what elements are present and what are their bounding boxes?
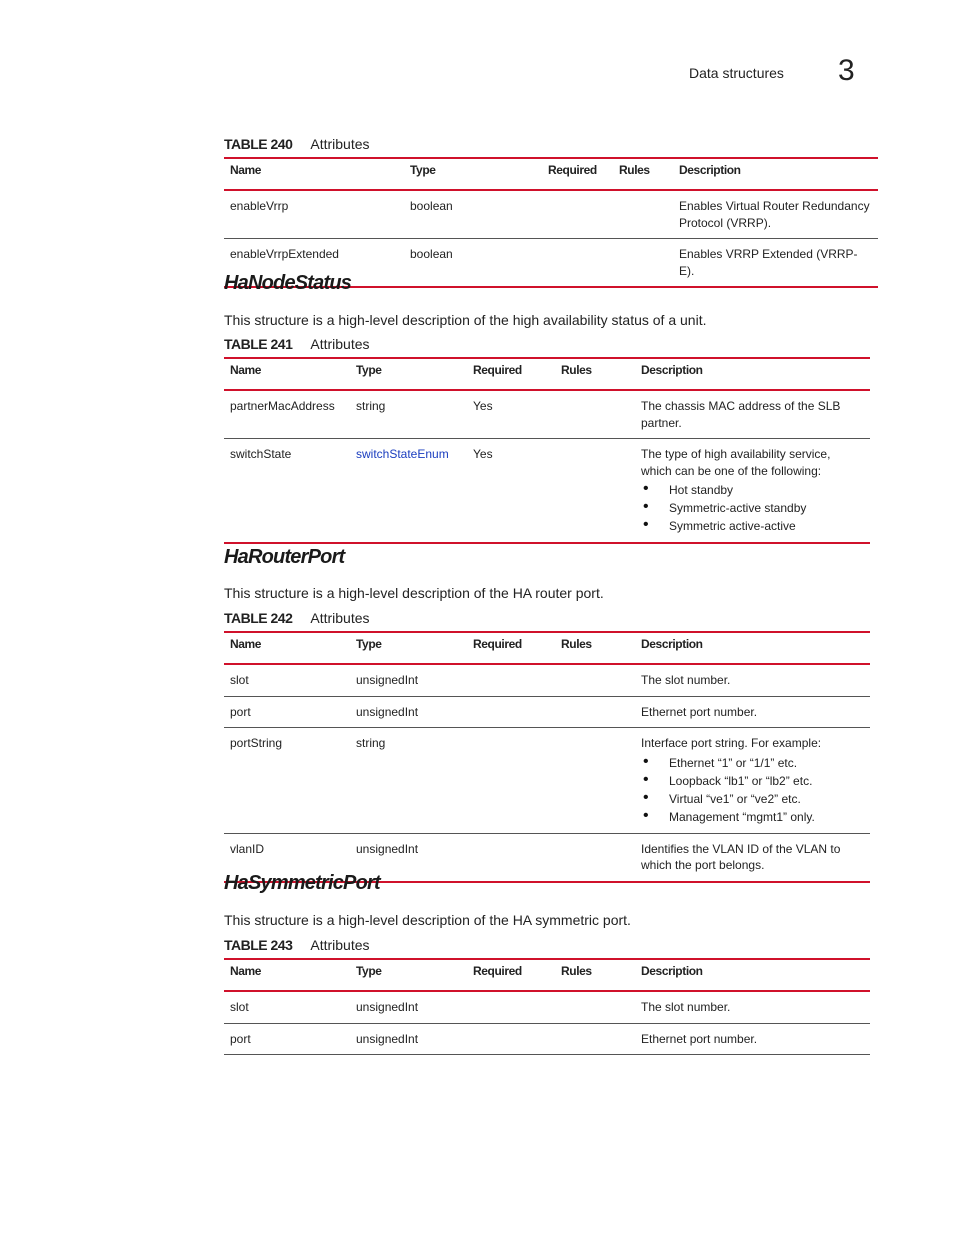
- cell-required: [467, 1023, 555, 1055]
- cell-type: boolean: [404, 190, 542, 239]
- table-caption: Attributes: [310, 610, 370, 626]
- cell-description: Ethernet port number.: [635, 1023, 870, 1055]
- cell-required: [542, 190, 613, 239]
- col-rules: Rules: [613, 158, 673, 190]
- cell-description: Identifies the VLAN ID of the VLAN to which the port belongs.: [635, 833, 870, 882]
- table-row: [224, 696, 870, 728]
- col-type: Type: [350, 358, 467, 390]
- section-intro-harouterport: This structure is a high-level description of the HA router port.: [224, 585, 604, 601]
- col-type: Type: [350, 959, 467, 991]
- col-description: Description: [635, 959, 870, 991]
- cell-description: Ethernet port number.: [635, 696, 870, 728]
- cell-description: [635, 439, 870, 544]
- cell-description: The slot number.: [635, 664, 870, 696]
- cell-type: string: [350, 390, 467, 439]
- chapter-number: 3: [838, 54, 855, 87]
- cell-name: slot: [224, 991, 350, 1023]
- cell-rules: [555, 728, 635, 834]
- table-header-row: [224, 358, 870, 390]
- running-header-section: Data structures: [689, 65, 784, 81]
- cell-name: portString: [224, 728, 350, 834]
- cell-rules: [555, 833, 635, 882]
- table-caption: Attributes: [310, 937, 370, 953]
- cell-name: enableVrrp: [224, 190, 404, 239]
- list-item: • Hot standby: [641, 481, 864, 499]
- cell-type: [350, 439, 467, 544]
- cell-type: boolean: [404, 239, 542, 288]
- cell-type: unsignedInt: [350, 696, 467, 728]
- cell-required: [542, 239, 613, 288]
- table-header-row: [224, 632, 870, 664]
- table-242-caption: [224, 610, 370, 626]
- section-title-harouterport: HaRouterPort: [224, 546, 345, 568]
- col-name: Name: [224, 358, 350, 390]
- cell-required: [467, 696, 555, 728]
- table-caption: Attributes: [310, 336, 370, 352]
- description-text: The type of high availability service, which can be one of the following:: [641, 447, 831, 478]
- col-rules: Rules: [555, 959, 635, 991]
- cell-rules: [555, 390, 635, 439]
- table-240: [224, 157, 878, 288]
- cell-required: [467, 991, 555, 1023]
- list-item: • Management “mgmt1” only.: [641, 808, 864, 826]
- col-required: Required: [467, 632, 555, 664]
- cell-type: unsignedInt: [350, 833, 467, 882]
- cell-name: slot: [224, 664, 350, 696]
- col-type: Type: [404, 158, 542, 190]
- table-label: TABLE 240: [224, 136, 293, 152]
- col-description: Description: [635, 358, 870, 390]
- cell-type: unsignedInt: [350, 991, 467, 1023]
- table-242: [224, 631, 870, 883]
- cell-description: The chassis MAC address of the SLB partner.: [635, 390, 870, 439]
- col-name: Name: [224, 632, 350, 664]
- cell-required: [467, 833, 555, 882]
- bullet-list: [641, 481, 864, 535]
- table-label: TABLE 242: [224, 610, 293, 626]
- col-rules: Rules: [555, 358, 635, 390]
- bullet-list: [641, 754, 864, 826]
- table-241-caption: [224, 336, 370, 352]
- table-caption: Attributes: [310, 136, 370, 152]
- cell-required: [467, 728, 555, 834]
- cell-description: Enables VRRP Extended (VRRP-E).: [673, 239, 878, 288]
- description-text: Interface port string. For example:: [641, 736, 822, 750]
- cell-name: port: [224, 1023, 350, 1055]
- cell-required: [467, 664, 555, 696]
- cell-required: Yes: [467, 439, 555, 544]
- cell-name: port: [224, 696, 350, 728]
- cell-rules: [613, 190, 673, 239]
- table-label: TABLE 243: [224, 937, 293, 953]
- cell-name: enableVrrpExtended: [224, 239, 404, 288]
- col-name: Name: [224, 959, 350, 991]
- table-row: [224, 728, 870, 834]
- list-item: • Symmetric active-active: [641, 517, 864, 535]
- table-row: [224, 1023, 870, 1055]
- section-intro-hanodestatus: This structure is a high-level description of the high availability status of a unit.: [224, 312, 707, 328]
- cell-type: string: [350, 728, 467, 834]
- cell-description: The slot number.: [635, 991, 870, 1023]
- table-row: [224, 190, 878, 239]
- table-243-caption: [224, 937, 370, 953]
- cell-required: Yes: [467, 390, 555, 439]
- table-row: [224, 664, 870, 696]
- table-row: [224, 991, 870, 1023]
- table-row: [224, 439, 870, 544]
- table-header-row: [224, 959, 870, 991]
- cell-rules: [555, 439, 635, 544]
- section-intro-hasymmetricport: This structure is a high-level description of the HA symmetric port.: [224, 912, 631, 928]
- table-label: TABLE 241: [224, 336, 293, 352]
- cell-type: unsignedInt: [350, 664, 467, 696]
- table-header-row: [224, 158, 878, 190]
- list-item: • Loopback “lb1” or “lb2” etc.: [641, 772, 864, 790]
- cell-description: [635, 728, 870, 834]
- col-name: Name: [224, 158, 404, 190]
- cell-description: Enables Virtual Router Redundancy Protocol (VRRP).: [673, 190, 878, 239]
- section-title-hasymmetricport: HaSymmetricPort: [224, 872, 380, 894]
- cell-name: partnerMacAddress: [224, 390, 350, 439]
- table-row: [224, 390, 870, 439]
- col-type: Type: [350, 632, 467, 664]
- cell-rules: [555, 696, 635, 728]
- section-title-hanodestatus: HaNodeStatus: [224, 272, 352, 294]
- switch-state-enum-link[interactable]: switchStateEnum: [356, 447, 449, 461]
- col-rules: Rules: [555, 632, 635, 664]
- cell-rules: [555, 664, 635, 696]
- list-item: • Ethernet “1” or “1/1” etc.: [641, 754, 864, 772]
- col-description: Description: [635, 632, 870, 664]
- cell-rules: [555, 991, 635, 1023]
- cell-rules: [555, 1023, 635, 1055]
- list-item: • Symmetric-active standby: [641, 499, 864, 517]
- table-240-caption: [224, 136, 370, 152]
- list-item: • Virtual “ve1” or “ve2” etc.: [641, 790, 864, 808]
- table-241: [224, 357, 870, 544]
- cell-name: switchState: [224, 439, 350, 544]
- cell-type: unsignedInt: [350, 1023, 467, 1055]
- col-required: Required: [542, 158, 613, 190]
- table-243: [224, 958, 870, 1055]
- cell-rules: [613, 239, 673, 288]
- col-required: Required: [467, 358, 555, 390]
- cell-name: vlanID: [224, 833, 350, 882]
- col-description: Description: [673, 158, 878, 190]
- col-required: Required: [467, 959, 555, 991]
